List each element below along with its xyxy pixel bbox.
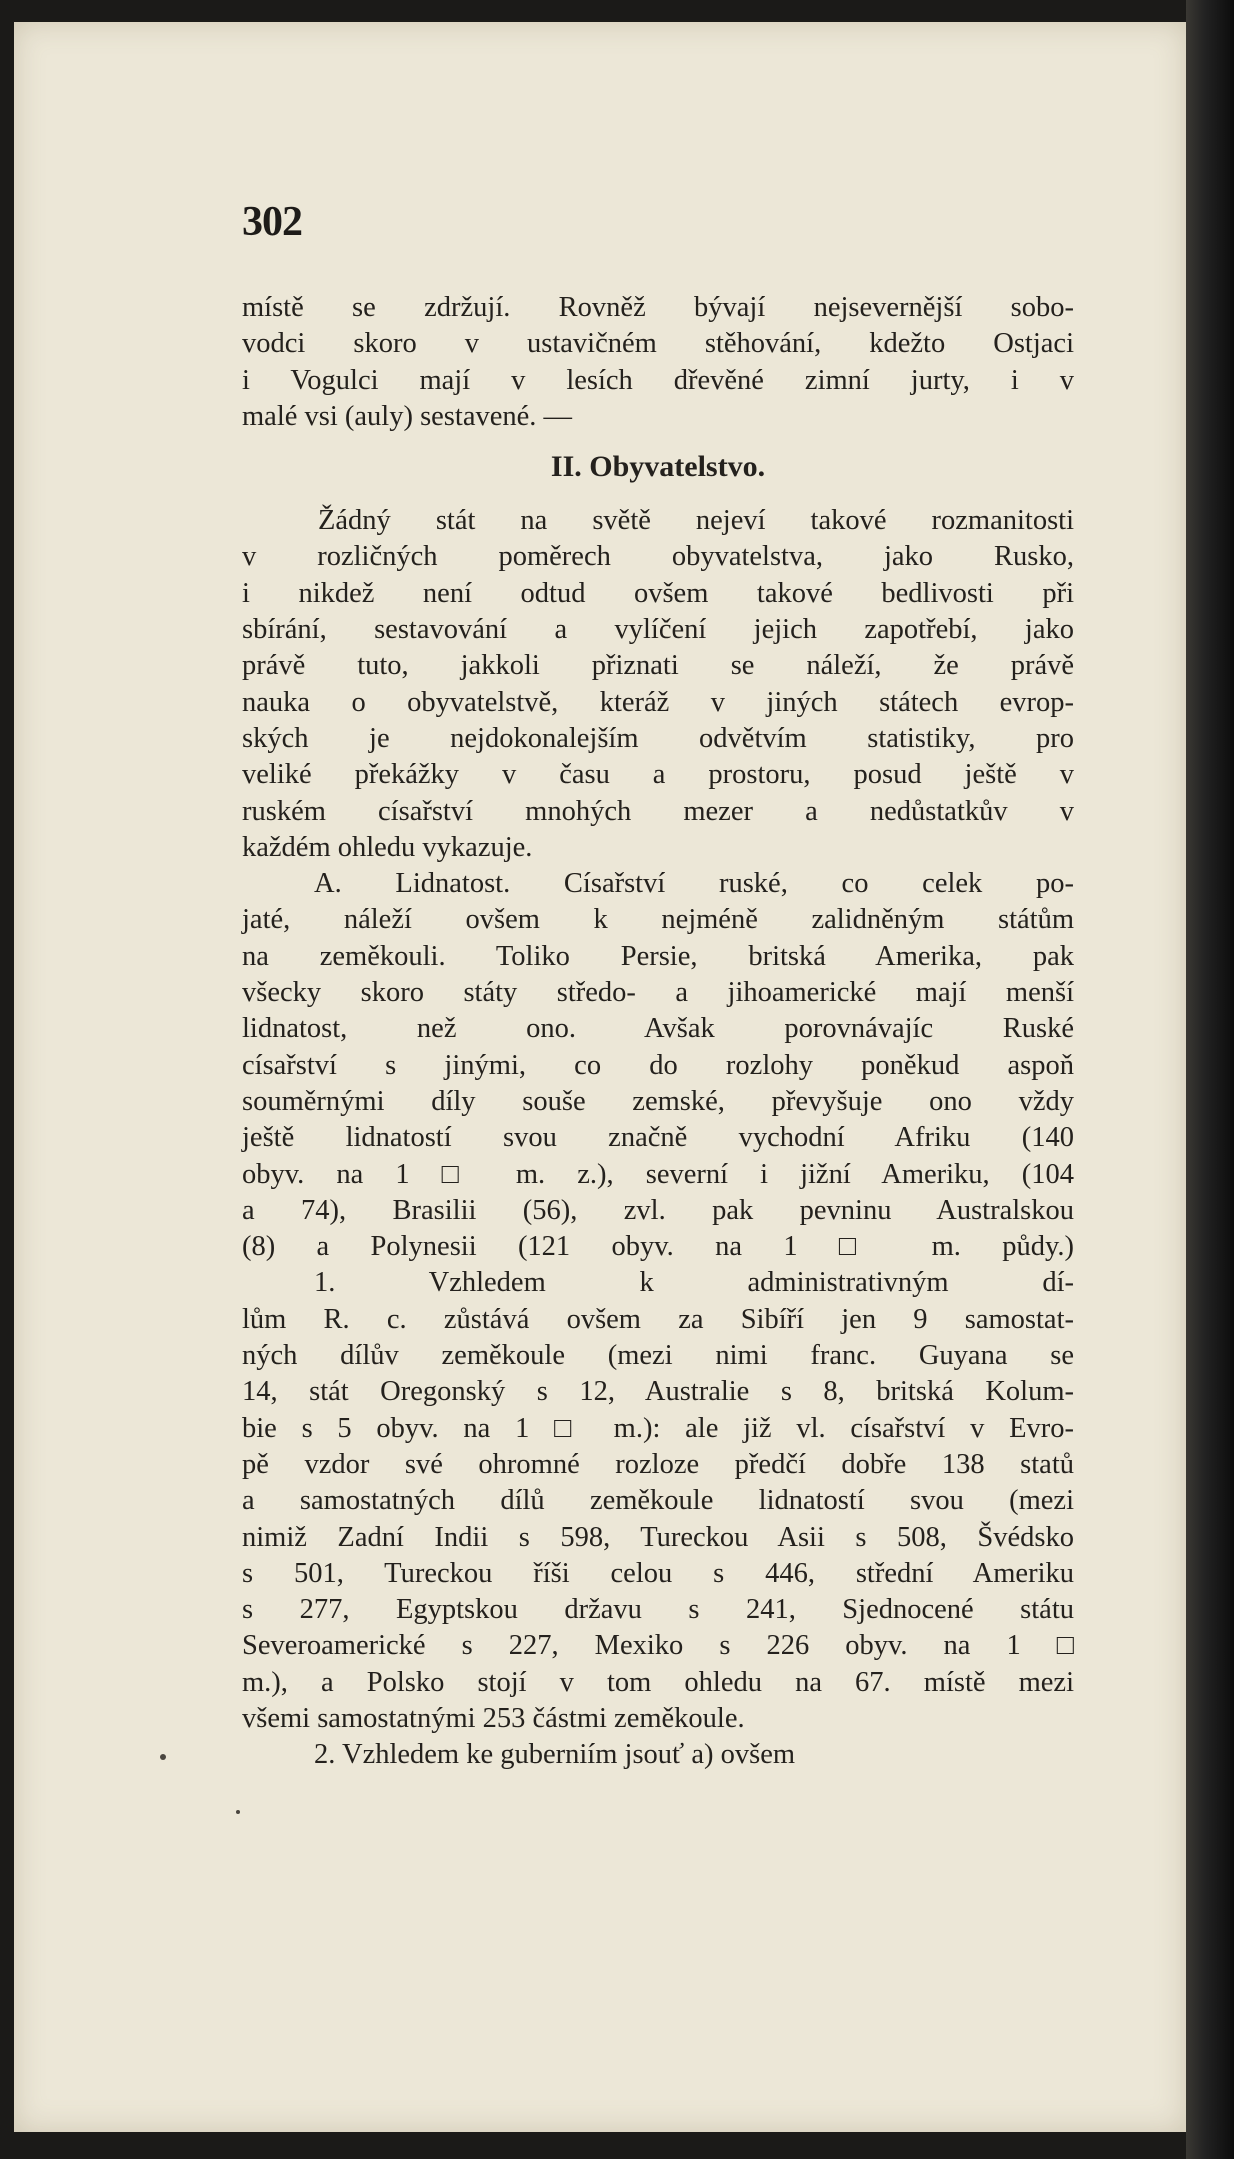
text-line: 14, stát Oregonský s 12, Australie s 8, britská Kolum-: [242, 1376, 1074, 1408]
text-line: i Vogulci mají v lesích dřevěné zimní jurty, i v: [242, 364, 1074, 396]
text-line: každém ohledu vykazuje.: [242, 831, 533, 863]
section-heading: II. Obyvatelstvo.: [550, 450, 766, 484]
text-line: veliké překážky v času a prostoru, posud ještě v: [242, 759, 1074, 791]
page-body: [242, 290, 1074, 1774]
text-line: obyv. na 1 □ m. z.), severní i jižní Ameriku, (104: [242, 1158, 1074, 1190]
text-line: a samostatných dílů zeměkoule lidnatostí svou (mezi: [242, 1485, 1074, 1517]
text-line: ných dílův zeměkoule (mezi nimi franc. Guyana se: [242, 1340, 1074, 1372]
text-line: A. Lidnatost. Císařství ruské, co celek po-: [314, 868, 1074, 900]
text-line: všemi samostatnými 253 částmi zeměkoule.: [242, 1702, 745, 1734]
text-line: (8) a Polynesii (121 obyv. na 1 □ m. půdy.): [242, 1231, 1074, 1263]
text-line: sbírání, sestavování a vylíčení jejich zapotřebí, jako: [242, 614, 1074, 646]
text-line: Severoamerické s 227, Mexiko s 226 obyv. na 1 □: [242, 1630, 1074, 1662]
text-line: lům R. c. zůstává ovšem za Sibíří jen 9 samostat-: [242, 1303, 1074, 1335]
ink-speck: [236, 1810, 240, 1814]
text-line: císařství s jinými, co do rozlohy poněkud aspoň: [242, 1049, 1074, 1081]
text-line: všecky skoro státy středo- a jihoamerické mají menší: [242, 977, 1074, 1009]
text-line: ještě lidnatostí svou značně vychodní Afriku (140: [242, 1122, 1074, 1154]
text-line: vodci skoro v ustavičném stěhování, kdežto Ostjaci: [242, 328, 1074, 360]
text-line: 2. Vzhledem ke guberniím jsouť a) ovšem: [314, 1739, 796, 1771]
text-line: místě se zdržují. Rovněž bývají nejsevernější sobo-: [242, 292, 1074, 323]
text-line: jaté, náleží ovšem k nejméně zalidněným státům: [242, 904, 1074, 936]
text-line: ských je nejdokonalejším odvětvím statistiky, pro: [242, 722, 1074, 754]
text-line: 1. Vzhledem k administrativným dí-: [314, 1267, 1074, 1299]
text-line: malé vsi (auly) sestavené. —: [242, 400, 573, 432]
page-number: 302: [242, 199, 302, 245]
book-binding-edge: [1186, 0, 1234, 2159]
text-line: m.), a Polsko stojí v tom ohledu na 67. místě mezi: [242, 1666, 1074, 1698]
text-line: nauka o obyvatelstvě, kteráž v jiných státech evrop-: [242, 686, 1074, 718]
text-line: pě vzdor své ohromné rozloze předčí dobře 138 statů: [242, 1448, 1074, 1480]
text-line: na zeměkouli. Toliko Persie, britská Amerika, pak: [242, 940, 1074, 972]
text-line: lidnatost, než ono. Avšak porovnávajíc Ruské: [242, 1013, 1074, 1045]
text-line: nimiž Zadní Indii s 598, Tureckou Asii s 508, Švédsko: [242, 1521, 1074, 1553]
text-line: v rozličných poměrech obyvatelstva, jako Rusko,: [242, 541, 1074, 573]
text-line: bie s 5 obyv. na 1 □ m.): ale již vl. císařství v Evro-: [242, 1412, 1074, 1444]
ink-speck: [160, 1754, 166, 1760]
text-line: s 501, Tureckou říši celou s 446, střední Ameriku: [242, 1557, 1074, 1589]
text-line: i nikdež není odtud ovšem takové bedlivosti při: [242, 577, 1074, 609]
text-line: Žádný stát na světě nejeví takové rozmanitosti: [318, 505, 1074, 537]
text-line: a 74), Brasilii (56), zvl. pak pevninu Australskou: [242, 1194, 1074, 1226]
text-line: právě tuto, jakkoli přiznati se náleží, že právě: [242, 650, 1074, 682]
text-line: ruském císařství mnohých mezer a nedůstatkův v: [242, 795, 1074, 827]
text-line: souměrnými díly souše zemské, převyšuje ono vždy: [242, 1085, 1074, 1117]
text-line: s 277, Egyptskou državu s 241, Sjednocené státu: [242, 1594, 1074, 1626]
